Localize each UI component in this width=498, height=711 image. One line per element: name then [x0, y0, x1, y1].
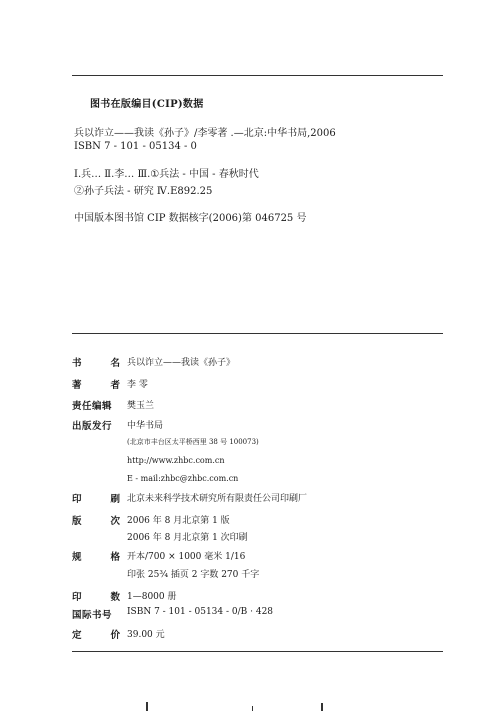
- print-run-label: 印 数: [72, 592, 120, 603]
- edition-value: 2006 年 8 月北京第 1 版: [127, 516, 230, 526]
- scan-mark: [146, 702, 148, 711]
- isbn-label: 国际书号: [72, 610, 113, 621]
- publisher-label: 出版发行: [72, 421, 113, 432]
- cip-subject-line-2: ②孙子兵法 - 研究 Ⅳ.E892.25: [74, 186, 213, 197]
- middle-rule: [72, 333, 443, 334]
- printing-value: 2006 年 8 月北京第 1 次印刷: [127, 533, 248, 543]
- book-title-value: 兵以诈立——我读《孙子》: [127, 358, 236, 368]
- publisher-address: (北京市丰台区太平桥西里 38 号 100073): [127, 438, 259, 446]
- spec-label: 规 格: [72, 552, 120, 563]
- isbn-value: ISBN 7 - 101 - 05134 - 0/B · 428: [127, 607, 274, 617]
- publisher-value: 中华书局: [127, 421, 164, 431]
- scan-mark: [252, 706, 253, 711]
- edition-label: 版 次: [72, 516, 120, 527]
- book-title-label: 书 名: [72, 358, 120, 369]
- publisher-email: E - mail:zhbc@zhbc.com.cn: [127, 474, 239, 483]
- editor-value: 樊玉兰: [127, 401, 155, 411]
- cip-isbn-line: ISBN 7 - 101 - 05134 - 0: [74, 141, 197, 152]
- price-value: 39.00 元: [127, 630, 165, 640]
- scan-mark: [321, 703, 323, 711]
- cip-title: 图书在版编目(CIP)数据: [90, 99, 204, 110]
- publisher-url: http://www.zhbc.com.cn: [127, 456, 225, 465]
- price-label: 定 价: [72, 630, 120, 641]
- print-run-value: 1—8000 册: [127, 592, 177, 602]
- printer-label: 印 刷: [72, 494, 120, 505]
- cip-subject-line-1: Ⅰ.兵… Ⅱ.李… Ⅲ.①兵法 - 中国 - 春秋时代: [74, 169, 259, 180]
- sheets-value: 印张 25¾ 插页 2 字数 270 千字: [127, 570, 260, 580]
- author-value: 李 零: [127, 380, 148, 390]
- editor-label: 责任编辑: [72, 401, 113, 412]
- bottom-rule: [72, 651, 443, 652]
- top-rule: [72, 75, 443, 76]
- author-label: 著 者: [72, 380, 120, 391]
- printer-value: 北京未来科学技术研究所有限责任公司印刷厂: [127, 494, 308, 504]
- format-value: 开本/700 × 1000 毫米 1/16: [127, 552, 246, 562]
- cip-entry-title-line: 兵以诈立——我读《孙子》/李零著 .—北京:中华书局,2006: [74, 128, 336, 139]
- cip-record-number: 中国版本图书馆 CIP 数据核字(2006)第 046725 号: [74, 213, 307, 224]
